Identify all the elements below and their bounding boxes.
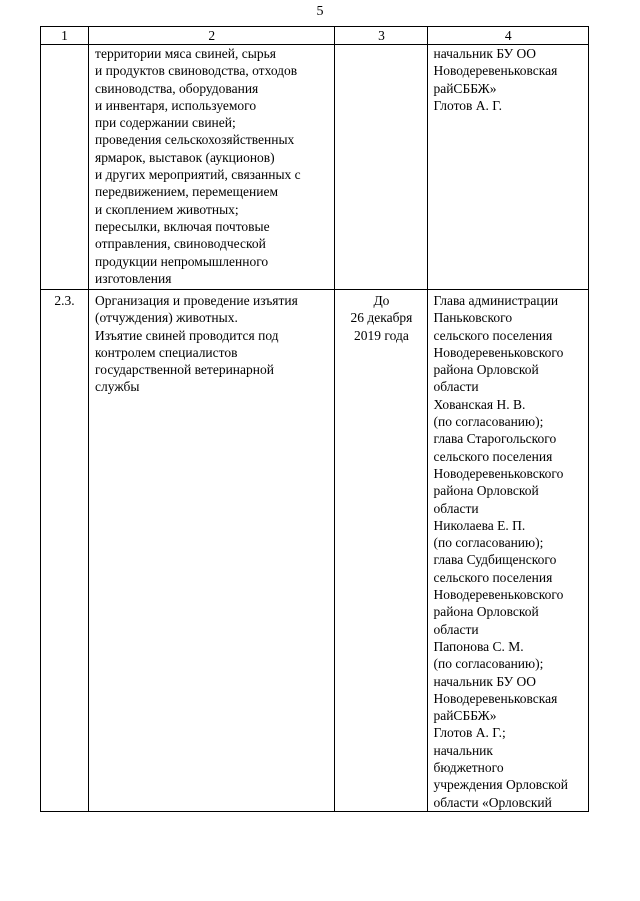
- responsible-text-line: начальник БУ ОО: [433, 46, 537, 61]
- measure-text-line: и скоплением животных;: [95, 201, 239, 217]
- responsible-cell: [428, 290, 589, 812]
- measure-text-line: Изъятие свиней проводится под: [95, 327, 279, 343]
- header-col-3: 3: [335, 27, 428, 45]
- responsible-text-line: Новодеревеньковская: [433, 63, 558, 79]
- header-col-2: 2: [89, 27, 335, 45]
- row-number-cell: 2.3.: [41, 290, 89, 812]
- page-number: 5: [316, 4, 324, 19]
- responsible-text-line: Глотов А. Г.;: [433, 725, 506, 741]
- measure-text-line: и продуктов свиноводства, отходов: [95, 63, 298, 79]
- measure-text-line: контролем специалистов: [95, 344, 238, 360]
- responsible-text-line: райСББЖ»: [433, 80, 497, 96]
- responsible-text-line: Новодеревеньковского: [433, 587, 564, 603]
- responsible-text-line: Хованская Н. В.: [433, 396, 526, 412]
- responsible-text-line: глава Старогольского: [433, 431, 557, 447]
- measure-text-line: службы: [95, 379, 140, 395]
- responsible-text-line: области: [433, 500, 479, 516]
- responsible-text-line: сельского поселения: [433, 569, 553, 585]
- deadline-text-line: 2019 года: [354, 327, 409, 343]
- measure-text-line: ярмарок, выставок (аукционов): [95, 149, 275, 165]
- responsible-text-line: Глотов А. Г.: [433, 97, 502, 113]
- responsible-text-line: сельского поселения: [433, 327, 553, 343]
- responsible-text-line: Николаева Е. П.: [433, 517, 526, 533]
- responsible-text-line: Новодеревеньковская: [433, 690, 558, 706]
- measure-text-line: пересылки, включая почтовые: [95, 218, 270, 234]
- responsible-text-line: начальник: [433, 742, 493, 758]
- deadline-cell: [335, 45, 428, 290]
- responsible-text-line: бюджетного: [433, 760, 504, 776]
- measure-text-line: свиноводства, оборудования: [95, 80, 259, 96]
- responsible-text-line: области «Орловский: [433, 794, 552, 810]
- responsible-text-line: сельского поселения: [433, 448, 553, 464]
- measure-text-line: государственной ветеринарной: [95, 362, 274, 378]
- deadline-cell: [335, 290, 428, 812]
- responsible-text-line: глава Судбищенского: [433, 552, 557, 568]
- measure-text-line: отправления, свиноводческой: [95, 236, 266, 252]
- header-col-1: 1: [41, 27, 89, 45]
- responsible-text-line: райСББЖ»: [433, 708, 497, 724]
- measure-text-line: передвижением, перемещением: [95, 184, 279, 200]
- table-row-continued: [41, 45, 589, 290]
- responsible-cell: [428, 45, 589, 290]
- measure-text-line: территории мяса свиней, сырья: [95, 46, 276, 61]
- measure-cell: [89, 45, 335, 290]
- responsible-text-line: Глава администрации: [433, 293, 559, 308]
- responsible-text-line: (по согласованию);: [433, 535, 544, 551]
- measure-text-line: и инвентаря, используемого: [95, 97, 257, 113]
- responsible-text-line: области: [433, 379, 479, 395]
- table-row-2-3: [41, 290, 589, 812]
- measure-text-line: продукции непромышленного: [95, 253, 269, 269]
- responsible-text-line: области: [433, 621, 479, 637]
- row-number-cell: [41, 45, 89, 290]
- responsible-text-line: (по согласованию);: [433, 656, 544, 672]
- measure-text-line: Организация и проведение изъятия: [95, 293, 298, 308]
- deadline-text-line: 26 декабря: [350, 310, 413, 326]
- measure-text-line: проведения сельскохозяйственных: [95, 132, 295, 148]
- responsible-text-line: начальник БУ ОО: [433, 673, 537, 689]
- responsible-text-line: (по согласованию);: [433, 414, 544, 430]
- measure-text-line: (отчуждения) животных.: [95, 310, 238, 326]
- responsible-text-line: Папонова С. М.: [433, 638, 524, 654]
- responsible-text-line: Новодеревеньковского: [433, 344, 564, 360]
- measure-text-line: при содержании свиней;: [95, 115, 236, 131]
- responsible-text-line: учреждения Орловской: [433, 777, 568, 793]
- header-col-4: 4: [428, 27, 589, 45]
- responsible-text-line: Паньковского: [433, 310, 513, 326]
- measure-text-line: изготовления: [95, 270, 172, 286]
- measure-cell: [89, 290, 335, 812]
- measures-table: [40, 26, 589, 812]
- responsible-text-line: района Орловской: [433, 362, 539, 378]
- responsible-text-line: района Орловской: [433, 483, 539, 499]
- responsible-text-line: района Орловской: [433, 604, 539, 620]
- measure-text-line: и других мероприятий, связанных с: [95, 167, 301, 183]
- responsible-text-line: Новодеревеньковского: [433, 465, 564, 481]
- deadline-text-line: До: [373, 293, 390, 308]
- table-header-row: [41, 27, 589, 45]
